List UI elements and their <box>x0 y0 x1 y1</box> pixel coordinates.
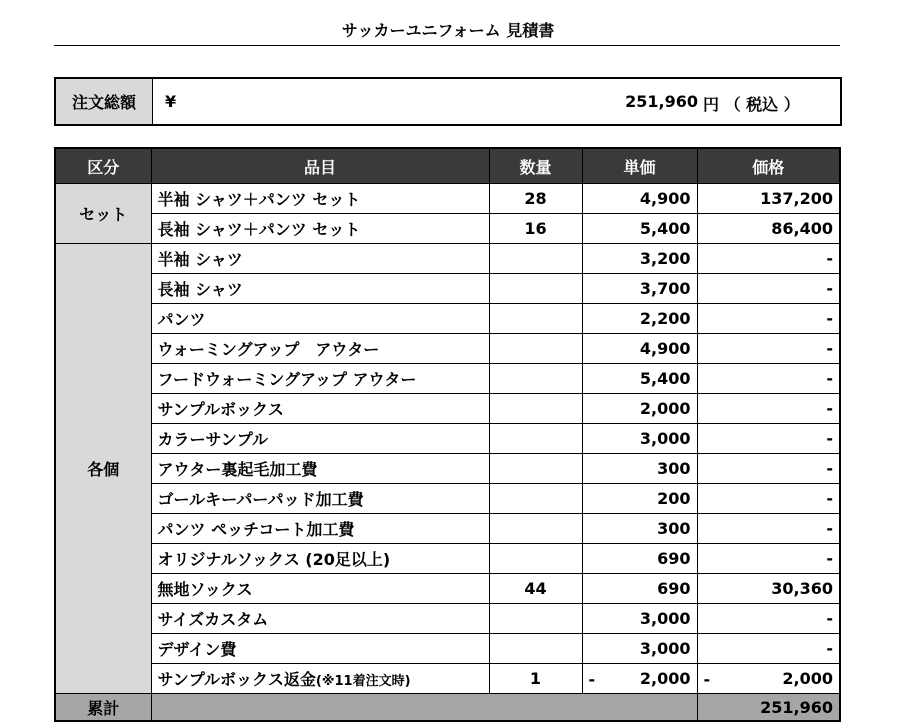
header-unit-price: 単価 <box>582 148 697 184</box>
qty-cell[interactable] <box>489 394 582 424</box>
item-cell[interactable]: デザイン費 <box>151 634 489 664</box>
total-value[interactable]: 251,960 <box>697 694 840 722</box>
price-cell[interactable]: 86,400 <box>697 214 840 244</box>
table-header-row <box>55 148 840 184</box>
price-cell[interactable]: - <box>697 274 840 304</box>
unit-price-cell[interactable]: 5,400 <box>582 214 697 244</box>
price-cell[interactable]: - <box>697 334 840 364</box>
item-cell[interactable]: 無地ソックス <box>151 574 489 604</box>
item-cell[interactable]: 半袖 シャツ＋パンツ セット <box>151 184 489 214</box>
price-cell[interactable]: - <box>697 514 840 544</box>
order-total-value <box>153 79 840 124</box>
table-row <box>55 394 840 424</box>
qty-cell[interactable] <box>489 334 582 364</box>
qty-cell[interactable]: 16 <box>489 214 582 244</box>
price-cell[interactable]: - <box>697 634 840 664</box>
item-cell[interactable]: フードウォーミングアップ アウター <box>151 364 489 394</box>
qty-cell[interactable] <box>489 454 582 484</box>
item-cell[interactable]: ゴールキーパーパッド加工費 <box>151 484 489 514</box>
price-cell[interactable] <box>697 664 840 694</box>
price-cell[interactable]: - <box>697 454 840 484</box>
unit-price-cell[interactable]: 300 <box>582 454 697 484</box>
header-item: 品目 <box>151 148 489 184</box>
refund-price: 2,000 <box>782 669 833 688</box>
price-cell[interactable]: - <box>697 304 840 334</box>
table-row <box>55 334 840 364</box>
item-cell[interactable]: 長袖 シャツ <box>151 274 489 304</box>
table-row-refund <box>55 664 840 694</box>
qty-cell[interactable]: 44 <box>489 574 582 604</box>
item-cell[interactable] <box>151 664 489 694</box>
order-total-label: 注文総額 <box>56 79 153 124</box>
item-cell[interactable]: アウター裏起毛加工費 <box>151 454 489 484</box>
unit-price-cell[interactable]: 690 <box>582 574 697 604</box>
table-row <box>55 484 840 514</box>
unit-price-cell[interactable]: 2,200 <box>582 304 697 334</box>
refund-unit-price: 2,000 <box>639 669 691 688</box>
unit-price-cell[interactable]: 3,000 <box>582 424 697 454</box>
qty-cell[interactable] <box>489 304 582 334</box>
table-row <box>55 574 840 604</box>
price-cell[interactable]: - <box>697 394 840 424</box>
unit-price-cell[interactable]: 4,900 <box>582 334 697 364</box>
unit-price-cell[interactable]: 4,900 <box>582 184 697 214</box>
minus-sign: - <box>703 670 711 689</box>
unit-price-cell[interactable]: 2,000 <box>582 394 697 424</box>
item-cell[interactable]: カラーサンプル <box>151 424 489 454</box>
qty-cell[interactable] <box>489 514 582 544</box>
price-cell[interactable]: 137,200 <box>697 184 840 214</box>
minus-sign: - <box>588 670 596 689</box>
qty-cell[interactable] <box>489 244 582 274</box>
qty-cell[interactable] <box>489 604 582 634</box>
refund-item-label: サンプルボックス返金 <box>157 670 316 689</box>
unit-price-cell[interactable]: 3,000 <box>582 634 697 664</box>
order-total-box <box>54 77 842 126</box>
table-row <box>55 184 840 214</box>
table-row <box>55 364 840 394</box>
table-row <box>55 544 840 574</box>
qty-cell[interactable] <box>489 424 582 454</box>
qty-cell[interactable] <box>489 634 582 664</box>
table-row <box>55 514 840 544</box>
header-qty: 数量 <box>489 148 582 184</box>
item-cell[interactable]: オリジナルソックス (20足以上) <box>151 544 489 574</box>
total-row <box>55 694 840 722</box>
price-cell[interactable]: 30,360 <box>697 574 840 604</box>
table-row <box>55 454 840 484</box>
qty-cell[interactable]: 28 <box>489 184 582 214</box>
price-cell[interactable]: - <box>697 364 840 394</box>
qty-cell[interactable]: 1 <box>489 664 582 694</box>
category-set: セット <box>55 184 151 244</box>
order-total-unit: 円 （ 税込 ） <box>703 95 800 114</box>
price-cell[interactable]: - <box>697 244 840 274</box>
title-underline <box>54 45 840 46</box>
unit-price-cell[interactable]: 3,700 <box>582 274 697 304</box>
unit-price-cell[interactable] <box>582 664 697 694</box>
quote-table <box>54 147 841 722</box>
total-spacer <box>151 694 697 722</box>
table-row <box>55 304 840 334</box>
item-cell[interactable]: パンツ ペッチコート加工費 <box>151 514 489 544</box>
table-row <box>55 424 840 454</box>
qty-cell[interactable] <box>489 544 582 574</box>
item-cell[interactable]: サイズカスタム <box>151 604 489 634</box>
table-row <box>55 214 840 244</box>
unit-price-cell[interactable]: 690 <box>582 544 697 574</box>
unit-price-cell[interactable]: 300 <box>582 514 697 544</box>
order-total-amount: 251,960 <box>625 92 698 111</box>
qty-cell[interactable] <box>489 484 582 514</box>
refund-note: (※11着注文時) <box>315 674 411 689</box>
item-cell[interactable]: 半袖 シャツ <box>151 244 489 274</box>
price-cell[interactable]: - <box>697 604 840 634</box>
table-row <box>55 634 840 664</box>
unit-price-cell[interactable]: 5,400 <box>582 364 697 394</box>
item-cell[interactable]: サンプルボックス <box>151 394 489 424</box>
currency-symbol: ¥ <box>165 92 177 111</box>
table-row <box>55 604 840 634</box>
price-cell[interactable]: - <box>697 544 840 574</box>
price-cell[interactable]: - <box>697 424 840 454</box>
total-label: 累計 <box>55 694 151 722</box>
item-cell[interactable]: ウォーミングアップ アウター <box>151 334 489 364</box>
unit-price-cell[interactable]: 200 <box>582 484 697 514</box>
unit-price-cell[interactable]: 3,000 <box>582 604 697 634</box>
table-row <box>55 244 840 274</box>
header-category: 区分 <box>55 148 151 184</box>
header-price: 価格 <box>697 148 840 184</box>
price-cell[interactable]: - <box>697 484 840 514</box>
unit-price-cell[interactable]: 3,200 <box>582 244 697 274</box>
table-row <box>55 274 840 304</box>
item-cell[interactable]: パンツ <box>151 304 489 334</box>
document-title: サッカーユニフォーム 見積書 <box>341 21 555 40</box>
qty-cell[interactable] <box>489 274 582 304</box>
item-cell[interactable]: 長袖 シャツ＋パンツ セット <box>151 214 489 244</box>
category-each: 各個 <box>55 244 151 694</box>
qty-cell[interactable] <box>489 364 582 394</box>
